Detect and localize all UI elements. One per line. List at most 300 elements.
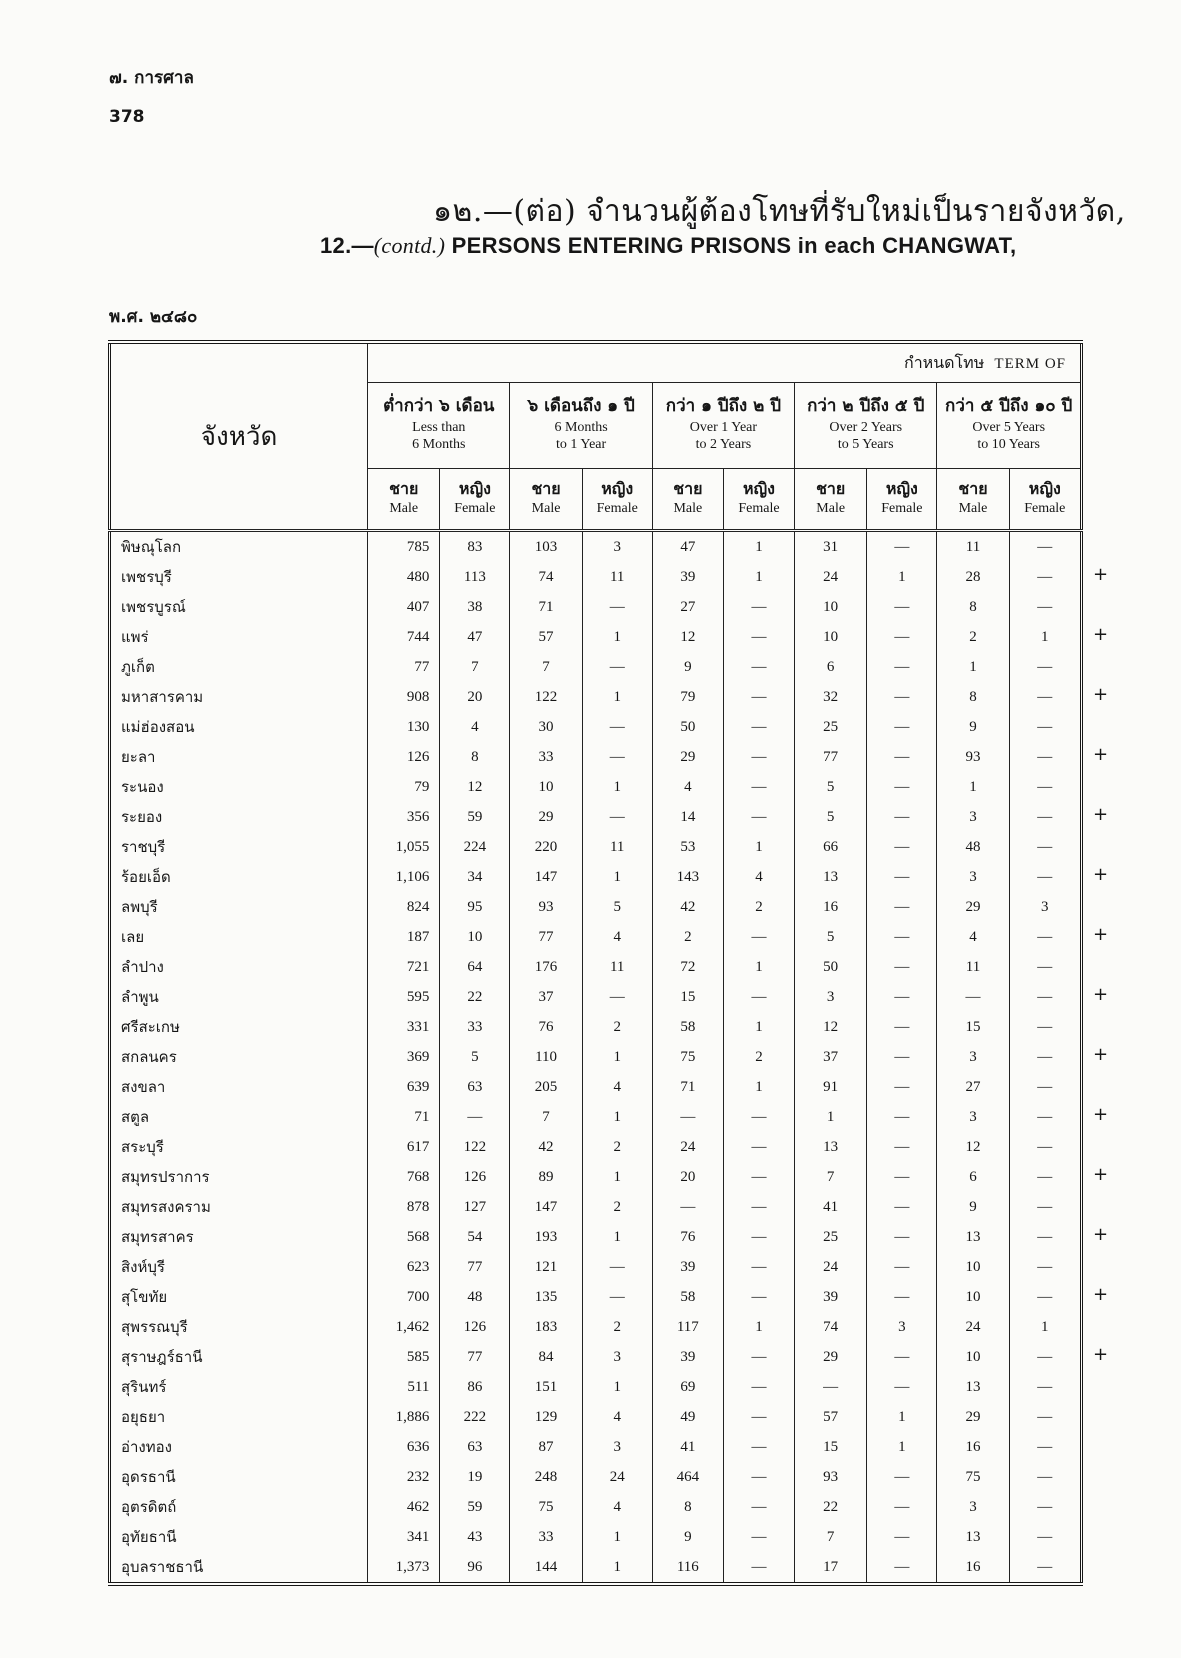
count-cell: 908	[368, 682, 440, 712]
count-cell: 89	[510, 1162, 582, 1192]
province-name: อุตรดิตถ์	[121, 1498, 177, 1516]
count-cell: —	[723, 772, 794, 802]
term-group-thai: ๖ เดือนถึง ๑ ปี	[527, 396, 635, 416]
count-cell: 16	[795, 892, 867, 922]
count-cell: —	[723, 1222, 794, 1252]
count-cell: 126	[368, 742, 440, 772]
count-cell: 79	[652, 682, 723, 712]
province-name: ศรีสะเกษ	[121, 1018, 180, 1036]
count-cell: 48	[937, 832, 1009, 862]
count-cell: 22	[440, 982, 510, 1012]
count-cell: 8	[652, 1492, 723, 1522]
province-name: สมุทรสงคราม	[121, 1198, 211, 1216]
count-cell: 33	[440, 1012, 510, 1042]
count-cell: —	[723, 742, 794, 772]
count-cell: 511	[368, 1372, 440, 1402]
margin-plus-mark: +	[1093, 564, 1109, 585]
female-column-header	[582, 469, 652, 531]
count-cell: 30	[510, 712, 582, 742]
count-cell: 27	[937, 1072, 1009, 1102]
count-cell: 129	[510, 1402, 582, 1432]
province-name: สมุทรสาคร	[121, 1228, 194, 1246]
table-row	[110, 1432, 1082, 1462]
count-cell: —	[723, 1102, 794, 1132]
province-name: ราชบุรี	[121, 838, 166, 856]
margin-plus-mark: +	[1093, 1044, 1109, 1065]
province-name: สมุทรปราการ	[121, 1168, 210, 1186]
male-label-thai: ชาย	[673, 479, 703, 498]
count-cell: 77	[795, 742, 867, 772]
count-cell: 93	[510, 892, 582, 922]
count-cell: 568	[368, 1222, 440, 1252]
female-label-english: Female	[881, 501, 923, 516]
count-cell: 95	[440, 892, 510, 922]
count-cell: —	[867, 1372, 937, 1402]
count-cell: 721	[368, 952, 440, 982]
count-cell: 43	[440, 1522, 510, 1552]
count-cell: 27	[652, 592, 723, 622]
count-cell: —	[867, 1162, 937, 1192]
margin-plus-mark: +	[1093, 744, 1109, 765]
count-cell: 59	[440, 802, 510, 832]
count-cell: 3	[582, 1342, 652, 1372]
count-cell: 151	[510, 1372, 582, 1402]
count-cell: 25	[795, 712, 867, 742]
table-row	[110, 1042, 1082, 1072]
count-cell: 144	[510, 1552, 582, 1584]
count-cell: 1,055	[368, 832, 440, 862]
female-label-thai: หญิง	[601, 479, 634, 498]
count-cell: 122	[510, 682, 582, 712]
count-cell: 41	[652, 1432, 723, 1462]
count-cell: 7	[795, 1522, 867, 1552]
term-group-english-1: Less than	[412, 420, 466, 435]
count-cell: 63	[440, 1432, 510, 1462]
term-group-header	[937, 383, 1082, 469]
count-cell: —	[1009, 1132, 1081, 1162]
count-cell: —	[1009, 562, 1081, 592]
count-cell: 117	[652, 1312, 723, 1342]
count-cell: —	[1009, 1042, 1081, 1072]
count-cell: —	[723, 652, 794, 682]
count-cell: 39	[652, 1342, 723, 1372]
count-cell: 1	[937, 772, 1009, 802]
count-cell: 126	[440, 1312, 510, 1342]
province-name: ระนอง	[121, 778, 164, 796]
count-cell: 3	[937, 802, 1009, 832]
count-cell: —	[582, 712, 652, 742]
table-row	[110, 592, 1082, 622]
margin-plus-mark: +	[1093, 1344, 1109, 1365]
table-row	[110, 742, 1082, 772]
count-cell: 1	[582, 682, 652, 712]
count-cell: —	[723, 1492, 794, 1522]
margin-plus-mark: +	[1093, 1164, 1109, 1185]
count-cell: 10	[510, 772, 582, 802]
count-cell: 369	[368, 1042, 440, 1072]
count-cell: 2	[937, 622, 1009, 652]
count-cell: 1	[582, 1162, 652, 1192]
count-cell: 13	[937, 1522, 1009, 1552]
count-cell: 1	[582, 1522, 652, 1552]
female-label-thai: หญิง	[458, 479, 491, 498]
count-cell: —	[723, 1432, 794, 1462]
count-cell: 700	[368, 1282, 440, 1312]
count-cell: 1	[867, 1432, 937, 1462]
count-cell: 6	[795, 652, 867, 682]
table-row	[110, 1402, 1082, 1432]
term-group-thai: กว่า ๑ ปีถึง ๒ ปี	[665, 396, 782, 416]
count-cell: 50	[652, 712, 723, 742]
count-cell: —	[1009, 531, 1081, 563]
count-cell: 76	[510, 1012, 582, 1042]
count-cell: 126	[440, 1162, 510, 1192]
table-row	[110, 802, 1082, 832]
female-label-english: Female	[596, 501, 638, 516]
count-cell: —	[867, 592, 937, 622]
count-cell: 1	[723, 832, 794, 862]
count-cell: 9	[937, 712, 1009, 742]
province-name: สิงห์บุรี	[121, 1258, 165, 1276]
count-cell: 13	[795, 1132, 867, 1162]
count-cell: —	[582, 1252, 652, 1282]
table-row	[110, 652, 1082, 682]
term-group-header	[652, 383, 794, 469]
count-cell: —	[652, 1102, 723, 1132]
count-cell: 2	[652, 922, 723, 952]
count-cell: 9	[652, 652, 723, 682]
count-cell: —	[723, 1462, 794, 1492]
count-cell: —	[1009, 1462, 1081, 1492]
count-cell: 13	[937, 1372, 1009, 1402]
count-cell: 222	[440, 1402, 510, 1432]
count-cell: 20	[652, 1162, 723, 1192]
count-cell: 93	[795, 1462, 867, 1492]
table-row	[110, 1192, 1082, 1222]
count-cell: —	[1009, 772, 1081, 802]
count-cell: 407	[368, 592, 440, 622]
count-cell: —	[867, 1222, 937, 1252]
count-cell: 1	[582, 862, 652, 892]
count-cell: —	[867, 772, 937, 802]
male-label-thai: ชาย	[389, 479, 419, 498]
count-cell: —	[1009, 982, 1081, 1012]
count-cell: —	[1009, 742, 1081, 772]
count-cell: 127	[440, 1192, 510, 1222]
term-group-english-2: to 10 Years	[977, 437, 1040, 452]
count-cell: —	[723, 982, 794, 1012]
province-name: สกลนคร	[121, 1048, 177, 1066]
count-cell: —	[1009, 712, 1081, 742]
count-cell: 10	[937, 1342, 1009, 1372]
count-cell: 10	[937, 1282, 1009, 1312]
count-cell: 79	[368, 772, 440, 802]
table-row	[110, 562, 1082, 592]
count-cell: —	[867, 652, 937, 682]
count-cell: 87	[510, 1432, 582, 1462]
count-cell: 84	[510, 1342, 582, 1372]
count-cell: 4	[582, 922, 652, 952]
count-cell: 48	[440, 1282, 510, 1312]
table-row	[110, 1162, 1082, 1192]
female-label-english: Female	[738, 501, 780, 516]
count-cell: 8	[937, 592, 1009, 622]
province-name: ลำปาง	[121, 958, 164, 976]
count-cell: 205	[510, 1072, 582, 1102]
province-name: แพร่	[121, 628, 149, 646]
table-row	[110, 1492, 1082, 1522]
count-cell: 42	[652, 892, 723, 922]
count-cell: 5	[582, 892, 652, 922]
count-cell: 1	[723, 1312, 794, 1342]
count-cell: 29	[795, 1342, 867, 1372]
year-label: พ.ศ. ๒๔๘๐	[109, 307, 198, 327]
male-column-header	[510, 469, 582, 531]
count-cell: 617	[368, 1132, 440, 1162]
count-cell: 15	[652, 982, 723, 1012]
count-cell: 75	[652, 1042, 723, 1072]
count-cell: 15	[937, 1012, 1009, 1042]
table-row	[110, 862, 1082, 892]
table-row	[110, 1372, 1082, 1402]
province-name: มหาสารคาม	[121, 688, 204, 706]
count-cell: —	[867, 622, 937, 652]
count-cell: 49	[652, 1402, 723, 1432]
table-title-english	[320, 233, 1016, 259]
count-cell: —	[652, 1192, 723, 1222]
count-cell: 636	[368, 1432, 440, 1462]
count-cell: 4	[652, 772, 723, 802]
count-cell: 64	[440, 952, 510, 982]
count-cell: 71	[368, 1102, 440, 1132]
term-group-header	[795, 383, 937, 469]
count-cell: —	[867, 952, 937, 982]
count-cell: 1	[795, 1102, 867, 1132]
male-label-english: Male	[673, 501, 703, 516]
term-group-english-1: Over 5 Years	[972, 420, 1046, 435]
count-cell: 10	[795, 592, 867, 622]
count-cell: 2	[723, 1042, 794, 1072]
count-cell: 623	[368, 1252, 440, 1282]
count-cell: 4	[582, 1072, 652, 1102]
female-column-header	[723, 469, 794, 531]
male-column-header	[652, 469, 723, 531]
count-cell: 37	[795, 1042, 867, 1072]
term-group-header	[510, 383, 652, 469]
count-cell: 10	[440, 922, 510, 952]
count-cell: 341	[368, 1522, 440, 1552]
count-cell: —	[440, 1102, 510, 1132]
count-cell: 24	[795, 1252, 867, 1282]
count-cell: 1	[582, 1042, 652, 1072]
count-cell: 83	[440, 531, 510, 563]
prison-entries-table	[108, 340, 1083, 1586]
count-cell: 22	[795, 1492, 867, 1522]
count-cell: —	[723, 592, 794, 622]
table-title-thai: ๑๒.—(ต่อ) จำนวนผู้ต้องโทษที่รับใหม่เป็นรายจังหวัด,	[433, 194, 1126, 229]
count-cell: 1	[937, 652, 1009, 682]
count-cell: 7	[510, 1102, 582, 1132]
count-cell: 12	[795, 1012, 867, 1042]
count-cell: —	[867, 802, 937, 832]
count-cell: 54	[440, 1222, 510, 1252]
count-cell: —	[723, 712, 794, 742]
province-name: ภูเก็ต	[121, 658, 155, 676]
count-cell: —	[867, 982, 937, 1012]
count-cell: 824	[368, 892, 440, 922]
count-cell: —	[1009, 952, 1081, 982]
count-cell: 3	[937, 1042, 1009, 1072]
count-cell: 1	[582, 772, 652, 802]
count-cell: 93	[937, 742, 1009, 772]
count-cell: —	[723, 1162, 794, 1192]
count-cell: —	[1009, 1012, 1081, 1042]
table-row	[110, 982, 1082, 1012]
term-group-english-1: 6 Months	[554, 420, 608, 435]
table-row	[110, 952, 1082, 982]
count-cell: 1,373	[368, 1552, 440, 1584]
count-cell: —	[867, 1072, 937, 1102]
province-name: สุโขทัย	[121, 1288, 168, 1306]
count-cell: —	[1009, 1402, 1081, 1432]
count-cell: 77	[510, 922, 582, 952]
count-cell: 19	[440, 1462, 510, 1492]
term-group-english-1: Over 2 Years	[829, 420, 903, 435]
count-cell: 744	[368, 622, 440, 652]
table-body	[110, 531, 1082, 1585]
count-cell: 77	[440, 1252, 510, 1282]
count-cell: 1	[1009, 1312, 1081, 1342]
count-cell: 17	[795, 1552, 867, 1584]
count-cell: 29	[937, 892, 1009, 922]
count-cell: 57	[510, 622, 582, 652]
count-cell: —	[1009, 1102, 1081, 1132]
margin-plus-mark: +	[1093, 984, 1109, 1005]
count-cell: 1	[723, 562, 794, 592]
count-cell: 4	[582, 1402, 652, 1432]
count-cell: —	[582, 652, 652, 682]
count-cell: 72	[652, 952, 723, 982]
count-cell: 1	[867, 562, 937, 592]
count-cell: 71	[510, 592, 582, 622]
count-cell: 1	[723, 952, 794, 982]
count-cell: 6	[937, 1162, 1009, 1192]
count-cell: —	[723, 1132, 794, 1162]
count-cell: —	[937, 982, 1009, 1012]
count-cell: —	[1009, 1072, 1081, 1102]
count-cell: 3	[937, 1492, 1009, 1522]
province-name: อุทัยธานี	[121, 1528, 177, 1546]
count-cell: —	[1009, 1372, 1081, 1402]
count-cell: 33	[510, 1522, 582, 1552]
margin-plus-mark: +	[1093, 924, 1109, 945]
count-cell: 1	[867, 1402, 937, 1432]
count-cell: 11	[582, 832, 652, 862]
count-cell: 5	[795, 922, 867, 952]
count-cell: —	[1009, 1552, 1081, 1584]
count-cell: 480	[368, 562, 440, 592]
table-row	[110, 1342, 1082, 1372]
male-label-thai: ชาย	[531, 479, 561, 498]
count-cell: 1	[723, 531, 794, 563]
male-label-thai: ชาย	[816, 479, 846, 498]
count-cell: 76	[652, 1222, 723, 1252]
male-column-header	[368, 469, 440, 531]
count-cell: 1	[1009, 622, 1081, 652]
count-cell: 29	[937, 1402, 1009, 1432]
count-cell: —	[1009, 1162, 1081, 1192]
count-cell: —	[723, 682, 794, 712]
count-cell: 2	[582, 1132, 652, 1162]
province-name: สุพรรณบุรี	[121, 1318, 188, 1336]
count-cell: —	[723, 1402, 794, 1432]
count-cell: 91	[795, 1072, 867, 1102]
count-cell: 1,462	[368, 1312, 440, 1342]
term-group-english-1: Over 1 Year	[689, 420, 758, 435]
province-name: แม่ฮ่องสอน	[121, 718, 195, 736]
count-cell: —	[867, 742, 937, 772]
count-cell: —	[582, 802, 652, 832]
count-cell: —	[867, 531, 937, 563]
count-cell: —	[1009, 682, 1081, 712]
count-cell: 1	[582, 1372, 652, 1402]
female-column-header	[867, 469, 937, 531]
province-name: ลพบุรี	[121, 898, 158, 916]
count-cell: 11	[937, 952, 1009, 982]
count-cell: 224	[440, 832, 510, 862]
count-cell: 122	[440, 1132, 510, 1162]
province-name: สตูล	[121, 1108, 150, 1126]
count-cell: 3	[937, 862, 1009, 892]
count-cell: —	[867, 862, 937, 892]
count-cell: 4	[440, 712, 510, 742]
count-cell: —	[867, 1282, 937, 1312]
count-cell: 12	[652, 622, 723, 652]
count-cell: —	[1009, 1252, 1081, 1282]
count-cell: 10	[937, 1252, 1009, 1282]
female-label-thai: หญิง	[885, 479, 918, 498]
province-name: อุดรธานี	[121, 1468, 176, 1486]
term-group-english-2: to 2 Years	[695, 437, 752, 452]
count-cell: 7	[795, 1162, 867, 1192]
table-row	[110, 682, 1082, 712]
table-row	[110, 772, 1082, 802]
count-cell: —	[1009, 1192, 1081, 1222]
count-cell: —	[867, 1042, 937, 1072]
count-cell: —	[867, 712, 937, 742]
count-cell: —	[867, 1522, 937, 1552]
count-cell: 24	[582, 1462, 652, 1492]
count-cell: 74	[795, 1312, 867, 1342]
count-cell: —	[1009, 592, 1081, 622]
count-cell: 1	[723, 1072, 794, 1102]
count-cell: 12	[937, 1132, 1009, 1162]
count-cell: —	[1009, 862, 1081, 892]
count-cell: 130	[368, 712, 440, 742]
count-cell: 16	[937, 1552, 1009, 1584]
province-name: พิษณุโลก	[121, 538, 182, 556]
count-cell: 32	[795, 682, 867, 712]
count-cell: —	[582, 592, 652, 622]
province-name: สุรินทร์	[121, 1378, 167, 1396]
margin-plus-mark: +	[1093, 624, 1109, 645]
province-column-header: จังหวัด	[110, 342, 368, 531]
count-cell: 183	[510, 1312, 582, 1342]
table-row	[110, 1102, 1082, 1132]
count-cell: —	[867, 1252, 937, 1282]
table-row	[110, 1282, 1082, 1312]
count-cell: —	[867, 682, 937, 712]
